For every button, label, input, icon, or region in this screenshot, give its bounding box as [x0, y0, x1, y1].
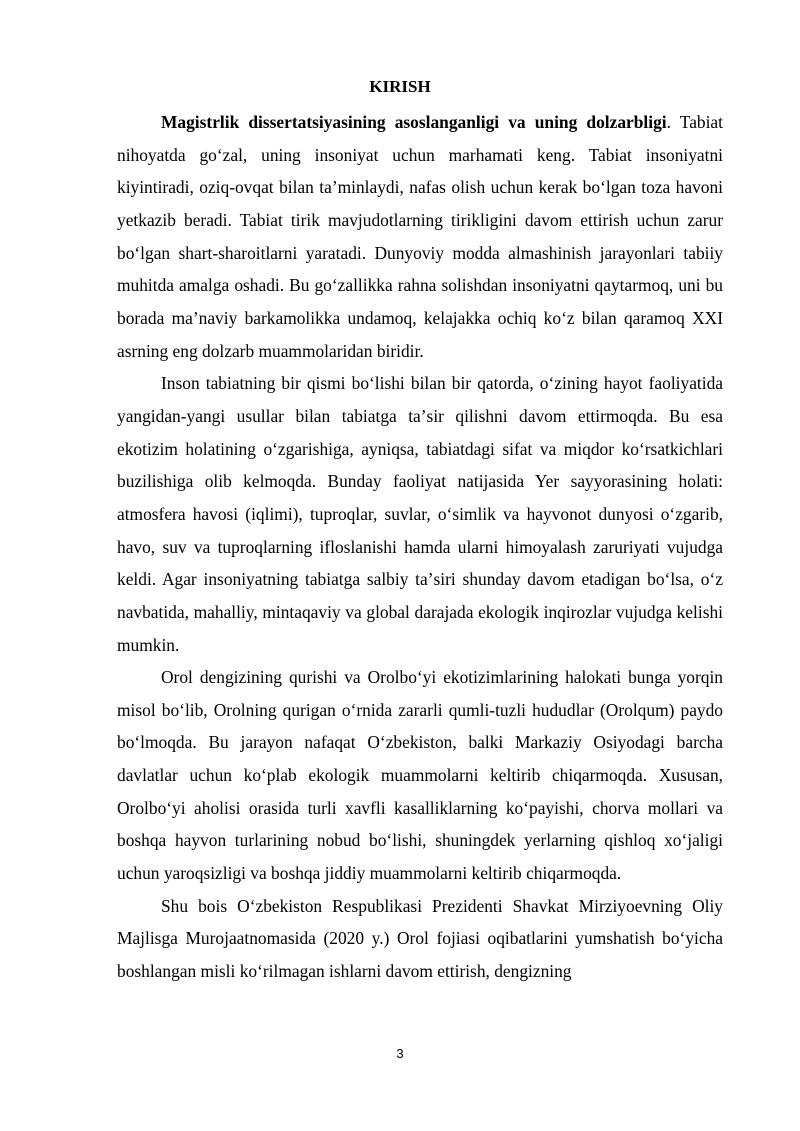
paragraph-1 [117, 106, 723, 367]
paragraph-4: Shu bois Oʻzbekiston Respublikasi Prezidenti Shavkat Mirziyoevning Oliy Majlisga Murojaatnomasida (2020 y.) Orol fojiasi oqibatlarini yumshatish boʻyicha boshlangan misli koʻrilmagan ishlarni davom ettirish, dengizning [117, 895, 723, 982]
paragraph-lead-bold: Magistrlik dissertatsiyasining asoslanganligi va uning dolzarbligi [161, 112, 667, 132]
section-heading: KIRISH [369, 77, 431, 96]
paragraph-1-text: Tabiat nihoyatda goʻzal, uning insoniyat uchun marhamati keng. Tabiat insoniyatni kiyintiradi, oziq-ovqat bilan taʼminlaydi, nafas olish uchun kerak boʻlgan toza havoni yetkazib beradi. Tabiat tirik mavjudotlarning tirikligini davom ettirish uchun zarur boʻlgan shart-sharoitlarni yaratadi. Dunyoviy modda almashinish jarayonlari tabiiy muhitda amalga oshadi. Bu goʻzallikka rahna solishdan insoniyatni qaytarmoq, uni bu borada maʼnaviy barkamolikka undamoq, kelajakka ochiq koʻz bilan qaramoq XXI asrning eng dolzarb muammolaridan biridir. [117, 112, 723, 361]
paragraph-lead-punct: . [666, 112, 671, 132]
paragraph-2: Inson tabiatning bir qismi boʻlishi bilan bir qatorda, oʻzining hayot faoliyatida yangidan-yangi usullar bilan tabiatga taʼsir qilishni davom ettirmoqda. Bu esa ekotizim holatining oʻzgarishiga, ayniqsa, tabiatdagi sifat va miqdor koʻrsatkichlari buzilishiga olib kelmoqda. Bunday faoliyat natijasida Yer sayyorasining holati: atmosfera havosi (iqlimi), tuproqlar, suvlar, oʻsimlik va hayvonot dunyosi oʻzgarib, havo, suv va tuproqlarning ifloslanishi hamda ularni himoyalash zaruriyati vujudga keldi. Agar insoniyatning tabiatga salbiy taʼsiri shunday davom etadigan boʻlsa, oʻz navbatida, mahalliy, mintaqaviy va global darajada ekologik inqirozlar vujudga kelishi mumkin. [117, 373, 723, 655]
document-body [117, 106, 723, 988]
paragraph-3: Orol dengizining qurishi va Orolboʻyi ekotizimlarining halokati bunga yorqin misol boʻlib, Orolning qurigan oʻrnida zararli qumli-tuzli hududlar (Orolqum) paydo boʻlmoqda. Bu jarayon nafaqat Oʻzbekiston, balki Markaziy Osiyodagi barcha davlatlar uchun koʻplab ekologik muammolarni keltirib chiqarmoqda. Xususan, Orolboʻyi aholisi orasida turli xavfli kasalliklarning koʻpayishi, chorva mollari va boshqa hayvon turlarining nobud boʻlishi, shuningdek yerlarning qishloq xoʻjaligi uchun yaroqsizligi va boshqa jiddiy muammolarni keltirib chiqarmoqda. [117, 667, 723, 884]
page-number: 3 [396, 1046, 404, 1061]
